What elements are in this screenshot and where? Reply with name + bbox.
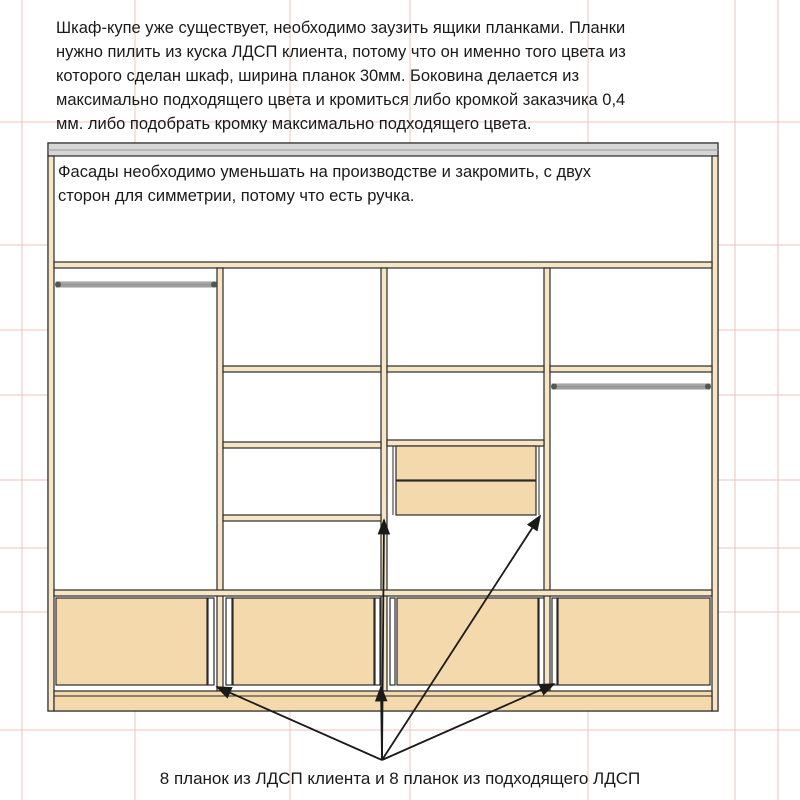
shelf-col2-2 (223, 442, 381, 448)
plank-2 (226, 598, 232, 685)
drawer-3 (397, 598, 538, 685)
plank-4 (390, 598, 395, 685)
shelf-col3-2 (387, 440, 544, 446)
left-side-panel (48, 156, 54, 711)
rail-right (552, 384, 710, 389)
small-drawer-2 (396, 481, 536, 515)
top-description-note: Шкаф-купе уже существует, необходимо заузить ящики планками. Планки нужно пилить из куска ЛДСП клиента, потому что он именно того цвета из которого сделан шкаф, ширина планок 30мм. Боковина делается из максимально подходящего цвета и кромиться либо кромкой заказчика 0,4 мм. либо подобрать кромку максимально подходящего цвета. (56, 19, 626, 133)
right-side-panel (712, 156, 718, 711)
facade-note: Фасады необходимо уменьшать на производстве и закромить, с двух сторон для симметрии, потому что есть ручка. (58, 163, 591, 205)
drawer-2 (233, 598, 374, 685)
shelf-col2-1 (223, 366, 381, 372)
rail-left (56, 282, 216, 287)
divider-3 (544, 268, 550, 691)
plank-5 (539, 598, 544, 685)
shelf-col4-1 (550, 366, 712, 372)
drawer-4 (558, 598, 710, 685)
shelf-col3-1 (387, 366, 544, 372)
shelf-col2-3 (223, 515, 381, 521)
drawer-1 (56, 598, 207, 685)
planks-caption: 8 планок из ЛДСП клиента и 8 планок из подходящего ЛДСП (159, 769, 641, 788)
plank-6 (552, 598, 557, 685)
small-drawer-1 (396, 446, 536, 480)
plank-1 (208, 598, 214, 685)
upper-shelf (54, 262, 712, 268)
plank-3 (375, 598, 380, 685)
divider-1 (217, 268, 223, 691)
